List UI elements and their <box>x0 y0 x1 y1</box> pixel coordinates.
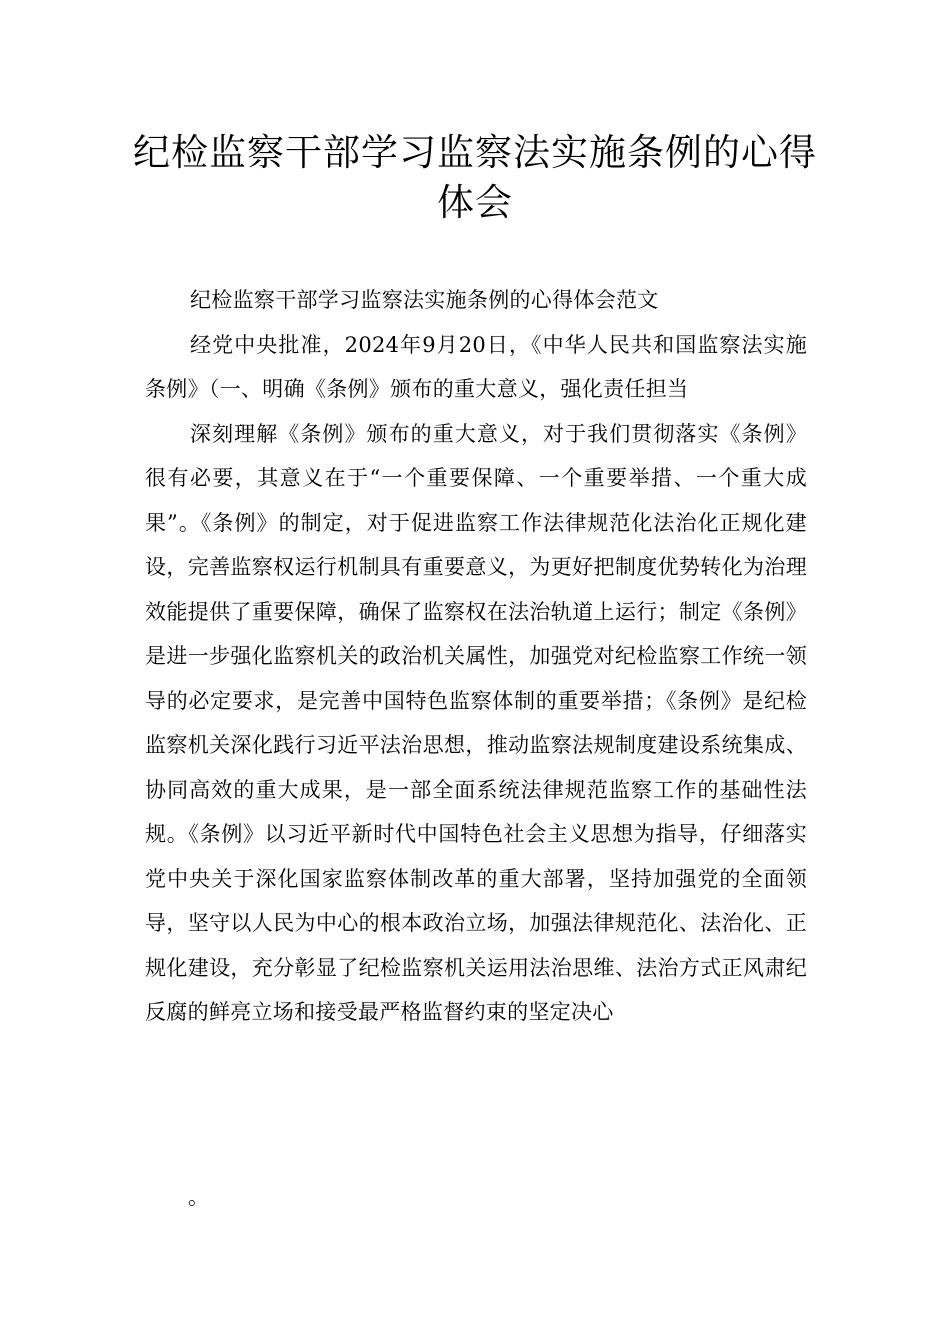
subtitle-paragraph: 纪检监察干部学习监察法实施条例的心得体会范文 <box>190 288 659 312</box>
intro-paragraph: 经党中央批准，2024年9月20日，《中华人民共和国监察法实施条例》（一、明确《条例》颁布的重大意义，强化责任担当 <box>145 332 807 401</box>
body-paragraph: 深刻理解《条例》颁布的重大意义，对于我们贯彻落实《条例》很有必要，其意义在于“一个重要保障、一个重要举措、一个重大成果”。《条例》的制定，对于促进监察工作法律规范化法治化正规化建设，完善监察权运行机制具有重要意义，为更好把制度优势转化为治理效能提供了重要保障，确保了监察权在法治轨道上运行；制定《条例》是进一步强化监察机关的政治机关属性，加强党对纪检监察工作统一领导的必定要求，是完善中国特色监察体制的重要举措；《条例》是纪检监察机关深化践行习近平法治思想，推动监察法规制度建设系统集成、协同高效的重大成果，是一部全面系统法律规范监察工作的基础性法规。《条例》以习近平新时代中国特色社会主义思想为指导，仔细落实党中央关于深化国家监察体制改革的重大部署，坚持加强党的全面领导，坚守以人民为中心的根本政治立场，加强法律规范化、法治化、正规化建设，充分彰显了纪检监察机关运用法治思维、法治方式正风肃纪反腐的鲜亮立场和接受最严格监督约束的坚定决心 <box>145 421 807 1024</box>
document-title: 纪检监察干部学习监察法实施条例的心得体会 <box>133 131 817 224</box>
document-body <box>145 278 807 1035</box>
trailing-punctuation: 。 <box>188 1185 209 1209</box>
